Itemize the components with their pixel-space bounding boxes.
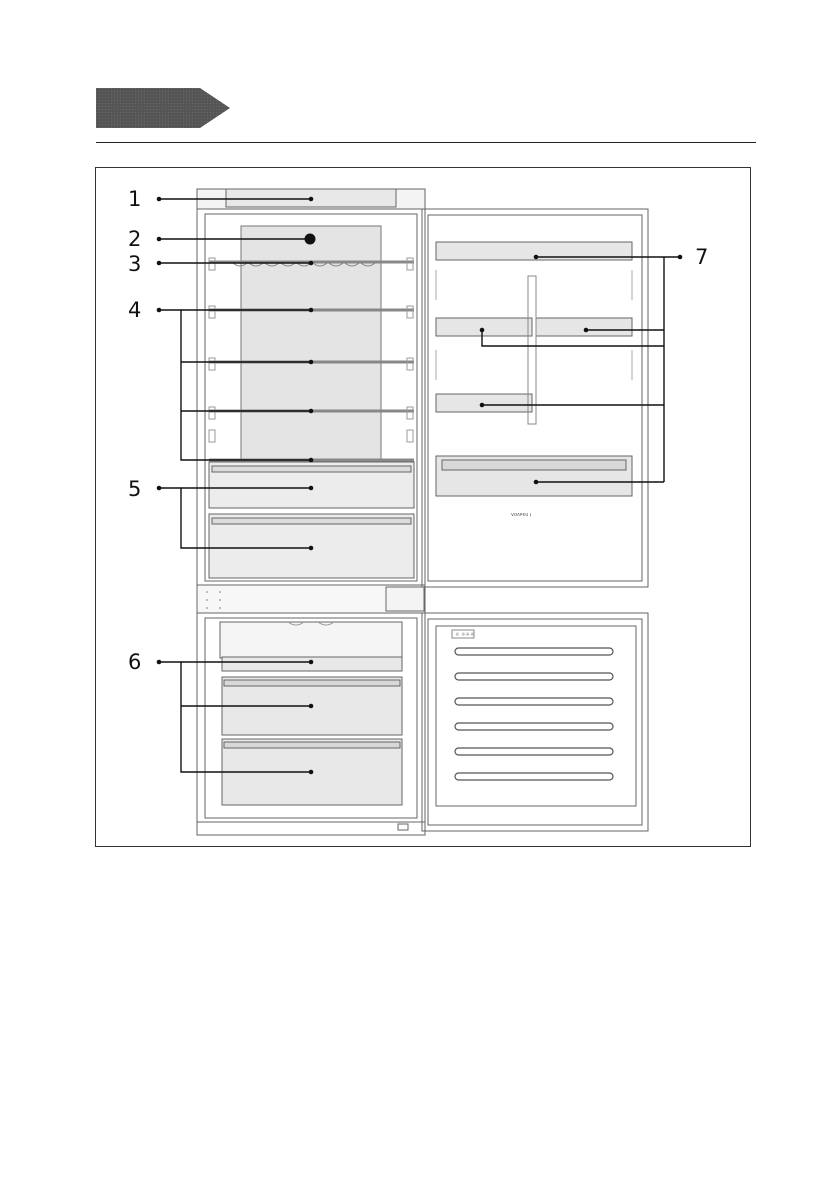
freezer-door-label: ☼ ☼☼☼: [455, 632, 475, 638]
callout-6: 6: [128, 650, 142, 674]
door-bin-mid-left: [436, 318, 532, 336]
door-logo: ᴠᴏᴧᴩɛᴜ ᴉ: [511, 512, 532, 518]
callout-2: 2: [128, 227, 142, 251]
door-bin-small: [436, 394, 532, 412]
callout-7: 7: [695, 245, 709, 269]
callout-5: 5: [128, 477, 142, 501]
callout-1: 1: [128, 187, 142, 211]
freezer-door: [422, 613, 648, 831]
callout-3: 3: [128, 252, 142, 276]
door-bin-mid-right: [536, 318, 632, 336]
callout-4: 4: [128, 298, 142, 322]
